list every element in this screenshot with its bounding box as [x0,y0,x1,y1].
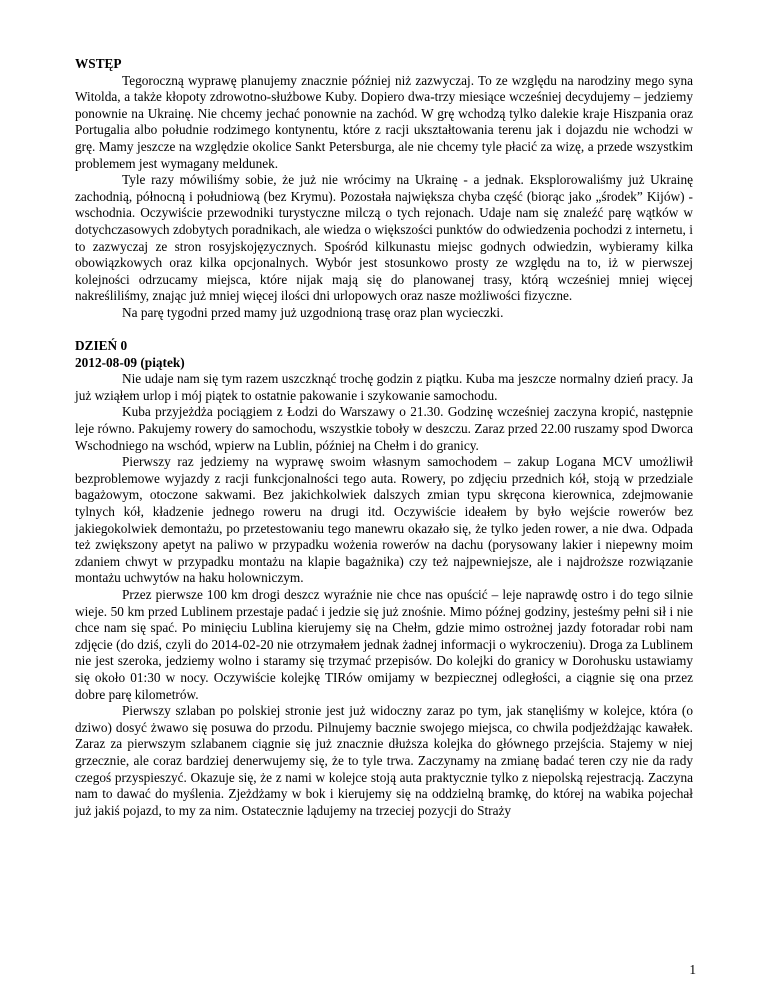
day0-paragraph-3: Pierwszy raz jedziemy na wyprawę swoim własnym samochodem – zakup Logana MCV umożliwił bezproblemowe wyjazdy z racji funkcjonalności tego auta. Rowery, po zdjęciu przednich kół, stoją w przedziale bagażowym, otoczone sakwami. Bez jakichkolwiek dalszych zmian typu skręcona kierownica, zdejmowanie tylnych kół, kładzenie jednego roweru na drugi itd. Oczywiście ideałem by było wejście rowerów bez jakiegokolwiek demontażu, po przetestowaniu tego manewru okazało się, że tylko jeden rower, a nie dwa. Odpada też zwiększony apetyt na paliwo w przypadku wożenia rowerów na dachu (porysowany lakier i niepewny moim zdaniem chwyt w przypadku montażu na klapie bagażnika) czy też najpewniejsze, ale i najdroższe rozwiązanie montażu uchwytów na haku holowniczym. [75,454,693,586]
day0-paragraph-5: Pierwszy szlaban po polskiej stronie jest już widoczny zaraz po tym, jak stanęliśmy w kolejce, która (o dziwo) dosyć żwawo się posuwa do przodu. Pilnujemy bacznie swojego miejsca, co chwila podjeżdżając kawałek. Zaraz za pierwszym szlabanem ciągnie się już znacznie dłuższa kolejka do głównego przejścia. Stajemy w niej grzecznie, ale coraz bardziej denerwujemy się, że to tyle trwa. Zaczynamy na zmianę badać teren czy nie da rady czegoś przyspieszyć. Okazuje się, że z nami w kolejce stoją auta praktycznie tylko z niepolską rejestracją. Zaczyna nam to dawać do myślenia. Zjeżdżamy w bok i kierujemy się na oddzielną bramkę, do której na wabika pojechał już jakiś pojazd, to my za nim. Ostatecznie lądujemy na trzeciej pozycji do Straży [75,703,693,818]
section-heading-day0: DZIEŃ 0 [75,338,128,354]
intro-paragraph-1: Tegoroczną wyprawę planujemy znacznie później niż zazwyczaj. To ze względu na narodziny mego syna Witolda, a także kłopoty zdrowotno-służbowe Kuby. Dopiero dwa-trzy miesiące wcześniej decydujemy – jedziemy ponownie na Ukrainę. Nie chcemy jechać ponownie na zachód. W grę wchodzą tylko dalekie kraje Hiszpania oraz Portugalia albo południe rodzimego kontynentu, które z racji ukształtowania terenu jak i dojazdu nie wchodzi w grę. Mamy jeszcze na względzie okolice Sankt Petersburga, ale nie chcemy tyle płacić za wizę, a przede wszystkim problemem jest wymagany meldunek. [75,72,693,171]
intro-paragraph-2: Tyle razy mówiliśmy sobie, że już nie wrócimy na Ukrainę - a jednak. Eksplorowaliśmy już Ukrainę zachodnią, północną i południową (bez Krymu). Pozostała największa chyba część (biorąc jako „środek” Kijów) - wschodnia. Oczywiście przewodniki turystyczne milczą o tych rejonach. Udaje nam się znaleźć parę wątków w dotychczasowych zdobytych poradnikach, ale wiedza o większości punktów do odwiedzenia pochodzi z internetu, i to zazwyczaj ze stron rosyjskojęzycznych. Spośród kilkunastu miejsc godnych odwiedzin, wybieramy kilka obowiązkowych oraz kilka opcjonalnych. Wybór jest stosunkowo prosty ze względu na to, iż w pierwszej kolejności odrzucamy miejsca, które nijak mają się do planowanej trasy, którą wcześniej mniej więcej nakreśliliśmy, znając już mniej więcej ilości dni urlopowych oraz nasze możliwości fizyczne. [75,172,693,304]
day0-date: 2012-08-09 (piątek) [75,354,185,370]
intro-paragraph-3: Na parę tygodni przed mamy już uzgodnioną trasę oraz plan wycieczki. [122,304,504,320]
document-body [75,56,693,819]
day0-paragraph-4: Przez pierwsze 100 km drogi deszcz wyraźnie nie chce nas opuścić – leje naprawdę ostro i do tego silnie wieje. 50 km przed Lublinem przestaje padać i jedzie się już znośnie. Mimo późnej godziny, jesteśmy pełni sił i nie chce nam się spać. Po minięciu Lublina kierujemy się na Chełm, gdzie mimo ostrożnej jazdy fotoradar robi nam zdjęcie (do dziś, czyli do 2014-02-20 nie otrzymałem jednak żadnej informacji o wykroczeniu). Droga za Lublinem nie jest szeroka, jedziemy wolno i staramy się trzymać przepisów. Do kolejki do granicy w Dorohusku ustawiamy się około 01:30 w nocy. Oczywiście kolejkę TIRów omijamy w bezpiecznej odległości, a ciągnie się ona przez dobre parę kilometrów. [75,587,693,702]
section-heading-intro: WSTĘP [75,56,122,71]
day0-paragraph-1: Nie udaje nam się tym razem uszczknąć trochę godzin z piątku. Kuba ma jeszcze normalny dzień pracy. Ja już wziąłem urlop i mój piątek to ostatnie pakowanie i szykowanie samochodu. [75,371,693,403]
day0-paragraph-2: Kuba przyjeżdża pociągiem z Łodzi do Warszawy o 21.30. Godzinę wcześniej zaczyna kropić, następnie leje równo. Pakujemy rowery do samochodu, wszystkie toboły w deszczu. Zaraz przed 22.00 ruszamy spod Dworca Wschodniego na wschód, wpierw na Lublin, później na Chełm i do granicy. [75,404,693,453]
page-number: 1 [689,962,696,977]
section-spacer [75,322,693,339]
